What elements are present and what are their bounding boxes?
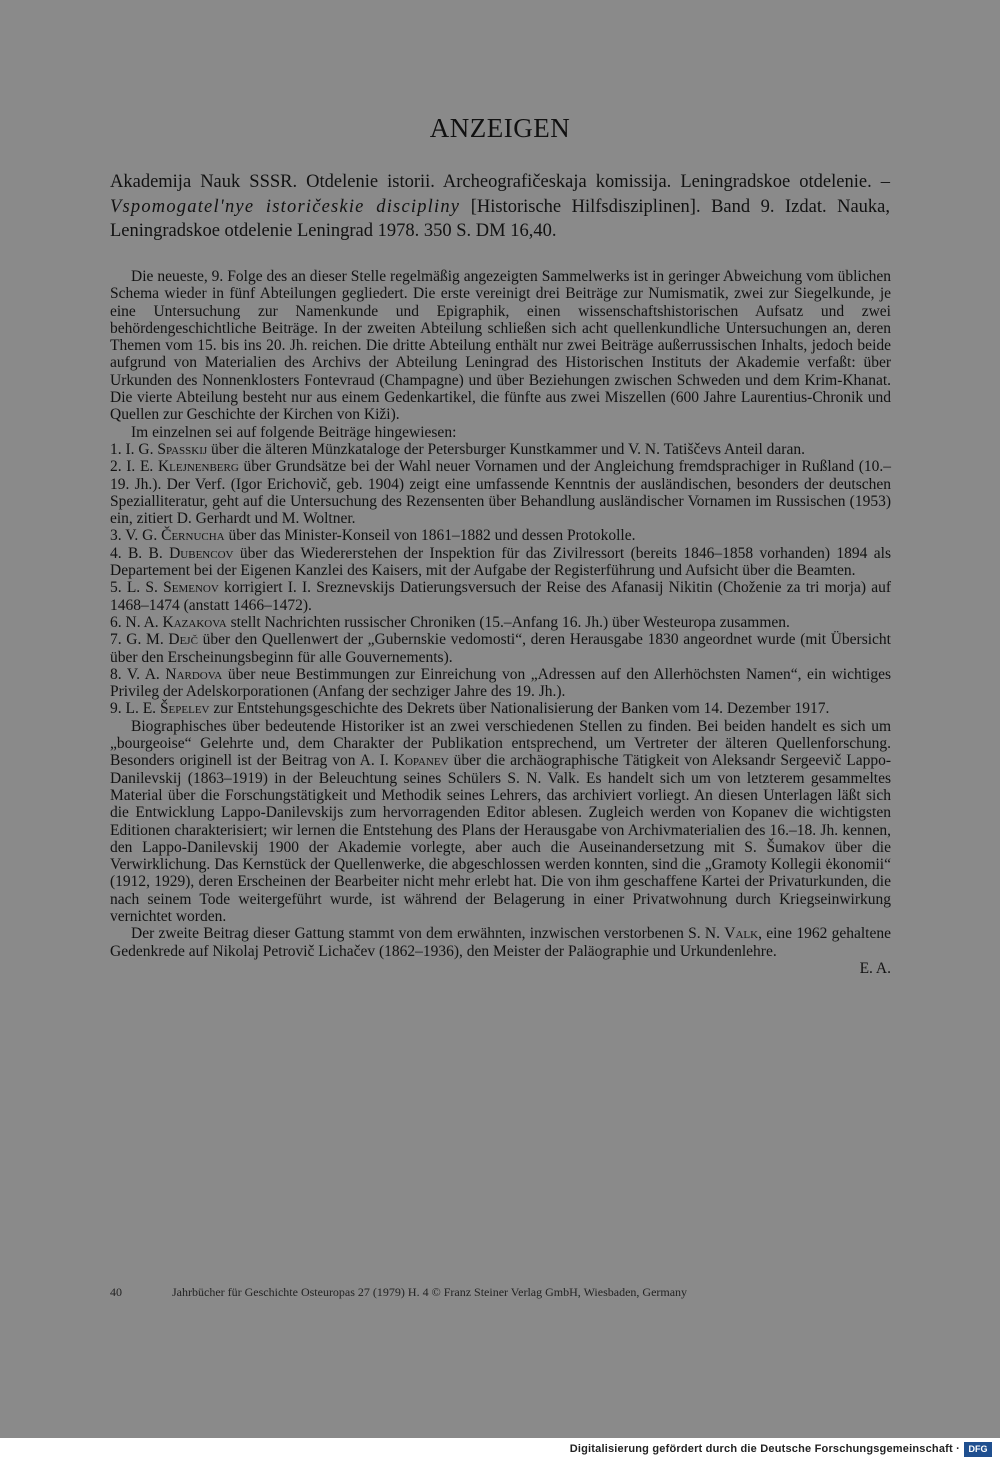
digitization-bar (0, 1438, 1000, 1462)
digitization-notice: Digitalisierung gefördert durch die Deutsche Forschungsgemeinschaft · (569, 1443, 960, 1455)
review-body (110, 268, 891, 977)
list-item (110, 631, 891, 666)
item-text: zur Entstehungsgeschichte des Dekrets über Nationalisierung der Banken vom 14. Dezember 1917. (209, 700, 830, 718)
last-text-2: , eine 1962 gehaltene Gedenkrede auf Nikolaj Petrovič Lichačev (1862–1936), den Meister der Paläographie und Urkundenlehre. (110, 925, 891, 960)
item-text: korrigiert I. I. Sreznevskijs Datierungsversuch der Reise des Afanasij Nikitin (Choženie za tri morja) auf 1468–1474 (anstatt 1466–1472). (110, 579, 892, 614)
bio-author: Kopanev (393, 752, 449, 770)
item-prefix: 8. V. A. (110, 665, 166, 683)
bibliographic-entry (110, 170, 890, 244)
list-item (110, 458, 891, 527)
item-text: stellt Nachrichten russischer Chroniken (15.–Anfang 16. Jh.) über Westeuropa zusammen. (226, 613, 790, 631)
list-item (110, 545, 891, 580)
item-author: Dejč (168, 631, 198, 649)
item-author: Šepelev (159, 700, 210, 718)
item-text: über Grundsätze bei der Wahl neuer Vornamen und der Angleichung fremdsprachiger in Rußland (10.–19. Jh.). Der Verf. (Igor Erichovič, geb. 1904) zeigt eine umfassende Kenntnis der ausländischen, besonders der deutschen Spezialliteratur, geht auf die Untersuchung des Rezensenten über Behandlung ausländischer Vornamen im Russischen (1953) ein, zitiert D. Gerhardt und M. Woltner. (110, 458, 891, 528)
item-author: Černucha (161, 527, 225, 545)
final-paragraph (110, 925, 891, 960)
item-author: Kazakova (162, 613, 227, 631)
intro-paragraph: Die neueste, 9. Folge des an dieser Stelle regelmäßig angezeigten Sammelwerks ist in geringer Abweichung vom üblichen Schema wieder in fünf Abteilungen gegliedert. Die erste vereinigt drei Beiträge zur Numismatik, zwei zur Siegelkunde, je eine Untersuchung zur Namenkunde und Epigraphik, einen wissenschaftshistorischen Aufsatz und zwei behördengeschichtliche Beiträge. In der zweiten Abteilung schließen sich acht quellenkundliche Untersuchungen an, deren Themen vom 15. bis ins 20. Jh. reichen. Die dritte Abteilung enthält nur zwei Beiträge außerrussischen Inhalts, jedoch beide aufgrund von Materialien des Archivs der Abteilung Leningrad des Historischen Instituts der Akademie verfaßt: über Urkunden des Nonnenklosters Fontevraud (Champagne) und über Beziehungen zwischen Schweden und dem Krim-Khanat. Die vierte Abteilung besteht nur aus einem Gedenkartikel, die fünfte aus zwei Miszellen (600 Jahre Laurentius-Chronik und Quellen zur Geschichte der Kirchen von Kiži). (110, 268, 891, 424)
contribution-list (110, 441, 891, 718)
biblio-part2: [Historische Hilfsdisziplinen]. Band 9. Izdat. Nauka, Leningradskoe otdelenie Leningrad 1978. 350 S. DM 16,40. (110, 196, 890, 241)
bio-text-2: über die archäographische Tätigkeit von Aleksandr Sergeevič Lappo-Danilevskij (1863–1919) in der Beleuchtung seines Schülers S. N. Valk. Es handelt sich um von letzterem gesammeltes Material über die Forschungstätigkeit und Methodik seines Lehrers, das archiviert vorliegt. An diesen Unterlagen läßt sich die Entwicklung Lappo-Danilevskijs zum hervorragenden Editor ablesen. Zugleich werden von Kopanev die wichtigsten Editionen charakterisiert; wir lernen die Entstehung des Plans der Herausgabe von Archivmaterialien des 16.–18. Jh. kennen, den Lappo-Danilevskij 1900 der Akademie vorlegte, aber auch die Auseinandersetzung mit S. Šumakov über die Verwirklichung. Das Kernstück der Quellenwerke, die abgeschlossen werden konnten, sind die „Gramoty Kollegii ėkonomii“ (1912, 1929), deren Erscheinen der Bearbeiter nicht mehr erlebt hat. Die von ihm geschaffene Kartei der Privaturkunden, die nach seinem Tode weitergeführt wurde, ist während der Belagerung in einer Privatwohnung durch Kriegseinwirkung vernichtet worden. (110, 752, 891, 925)
biblio-part1: Akademija Nauk SSSR. Otdelenie istorii. Archeografičeskaja komissija. Leningradskoe otdelenie. – (110, 172, 890, 192)
last-text-1: Der zweite Beitrag dieser Gattung stammt von dem erwähnten, inzwischen verstorbenen S. N. (131, 925, 725, 943)
item-text: über das Wiedererstehen der Inspektion für das Zivilressort (bereits 1846–1858 vorhanden) 1894 als Departement bei der Eigenen Kanzlei des Kaisers, mit der Aufgabe der Registerführung und Aufsicht über die Beamten. (110, 544, 892, 580)
list-item (110, 614, 891, 631)
item-text: über die älteren Münzkataloge der Petersburger Kunstkammer und V. N. Tatiščevs Anteil daran. (207, 440, 805, 458)
item-prefix: 5. L. S. (110, 579, 164, 597)
item-author: Klejnenberg (157, 458, 239, 476)
item-prefix: 1. I. G. (110, 440, 158, 458)
item-text: über neue Bestimmungen zur Einreichung von „Adressen auf den Allerhöchsten Namen“, ein wichtiges Privileg der Adelskorporationen (Anfang der sechziger Jahre des 19. Jh.). (110, 665, 891, 701)
page-footer (110, 1285, 890, 1300)
list-item (110, 579, 891, 614)
item-prefix: 2. I. E. (110, 458, 158, 476)
item-text: über den Quellenwert der „Gubernskie vedomosti“, deren Herausgabe 1830 angeordnet wurde (mit Übersicht über den Erscheinungsbeginn für alle Gouvernements). (110, 631, 891, 666)
list-item (110, 441, 891, 458)
item-text: über das Minister-Konseil von 1861–1882 und dessen Protokolle. (224, 527, 636, 545)
biography-paragraph (110, 718, 891, 926)
item-prefix: 3. V. G. (110, 527, 162, 545)
item-prefix: 6. N. A. (110, 613, 163, 631)
list-item (110, 700, 891, 717)
dfg-logo-icon: DFG (964, 1442, 992, 1457)
list-intro: Im einzelnen sei auf folgende Beiträge hingewiesen: (131, 423, 457, 441)
reviewer-signature: E. A. (859, 959, 891, 977)
item-prefix: 7. G. M. (110, 631, 169, 649)
item-author: Semenov (163, 579, 219, 597)
item-author: Dubencov (169, 544, 234, 562)
biblio-title: Vspomogatel'nye istoričeskie discipliny (110, 196, 461, 217)
list-item (110, 666, 891, 701)
last-author: Valk (724, 925, 759, 943)
list-item (110, 527, 891, 544)
item-author: Spasskij (157, 440, 208, 458)
item-prefix: 4. B. B. (110, 544, 170, 562)
page-heading: ANZEIGEN (429, 113, 571, 143)
journal-citation: Jahrbücher für Geschichte Osteuropas 27 (1979) H. 4 © Franz Steiner Verlag GmbH, Wiesbaden, Germany (172, 1285, 688, 1299)
item-prefix: 9. L. E. (110, 700, 160, 718)
item-author: Nardova (165, 665, 223, 683)
bio-text-1: Biographisches über bedeutende Historiker ist an zwei verschiedenen Stellen zu finden. Bei beiden handelt es sich um „bourgeoise“ Gelehrte und, dem Charakter der Publikation entsprechend, um Vertreter der älteren Quellenforschung. Besonders originell ist der Beitrag von A. I. (110, 717, 891, 770)
page-number: 40 (110, 1285, 122, 1299)
